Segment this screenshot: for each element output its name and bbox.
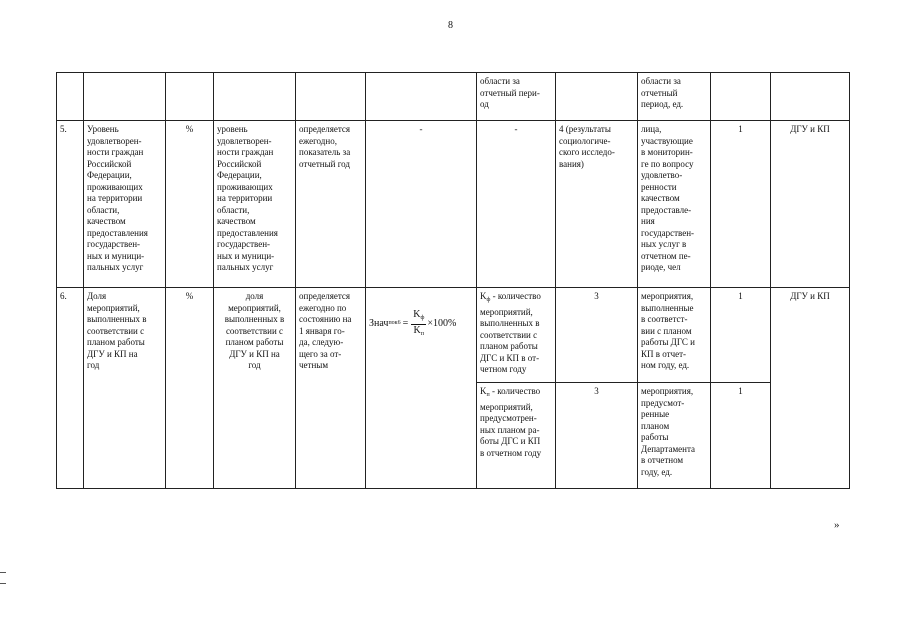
row6-definition: доля мероприятий, выполненных в соответствии с планом работы ДГУ и КП на год xyxy=(214,288,296,489)
row6b-source: 3 xyxy=(556,383,638,489)
formula-denominator xyxy=(412,325,426,340)
table-row-5 xyxy=(57,121,850,288)
row6b-indicator-text: - количество мероприятий, предусмотрен- ных планом ра- боты ДГС и КП в отчетном году xyxy=(480,386,542,458)
row6-formula xyxy=(366,288,477,489)
row6a-method-number: 1 xyxy=(711,288,771,383)
formula-lhs: Знач xyxy=(369,318,389,330)
cell-empty xyxy=(366,73,477,121)
formula-fraction xyxy=(411,309,426,340)
row6-method: определяется ежегодно по состоянию на 1 января го- да, следую- щего за от- четным xyxy=(296,288,366,489)
cell-empty xyxy=(84,73,166,121)
row5-observation-object: лица, участвующие в мониторин- ге по вопросу удовлетво- ренности качеством предоставле- ния государствен- ных услуг в отчетном пе- риоде, чел xyxy=(638,121,711,288)
row5-number: 5. xyxy=(57,121,84,288)
cell-empty xyxy=(166,73,214,121)
cell-continuation-object: области за отчетный период, ед. xyxy=(638,73,711,121)
margin-tick xyxy=(0,572,6,573)
continued-mark: » xyxy=(834,519,840,531)
row5-responsible: ДГУ и КП xyxy=(771,121,850,288)
formula-den-sub: п xyxy=(420,330,424,337)
indicators-table xyxy=(56,72,850,489)
cell-empty xyxy=(214,73,296,121)
table-row-continuation xyxy=(57,73,850,121)
formula-numerator xyxy=(411,309,426,325)
row5-basic-indicators: - xyxy=(477,121,556,288)
row5-unit: % xyxy=(166,121,214,288)
row6-indicator-name: Доля мероприятий, выполненных в соответствии с планом работы ДГУ и КП на год xyxy=(84,288,166,489)
cell-empty xyxy=(556,73,638,121)
row6b-basic-indicator xyxy=(477,383,556,489)
row6a-indicator-sym: K xyxy=(480,291,487,301)
cell-empty xyxy=(711,73,771,121)
formula xyxy=(369,309,473,340)
row6b-observation-object: мероприятия, предусмот- ренные планом работы Департамента в отчетном году, ед. xyxy=(638,383,711,489)
formula-num-sub: ф xyxy=(420,314,425,321)
cell-empty xyxy=(771,73,850,121)
row6a-source: 3 xyxy=(556,288,638,383)
cell-continuation-indicator: области за отчетный пери- од xyxy=(477,73,556,121)
row6a-indicator-sub: ф xyxy=(486,297,491,303)
cell-empty xyxy=(57,73,84,121)
row5-formula: - xyxy=(366,121,477,288)
formula-num-sym: K xyxy=(413,308,421,320)
row6b-indicator-sub: п xyxy=(486,392,490,398)
row5-method-number: 1 xyxy=(711,121,771,288)
row5-method: определяется ежегодно, показатель за отчетный год xyxy=(296,121,366,288)
row6a-observation-object: мероприятия, выполненные в соответст- вии с планом работы ДГС и КП в отчет- ном году, ед. xyxy=(638,288,711,383)
row6b-indicator-sym: K xyxy=(480,386,487,396)
cell-empty xyxy=(296,73,366,121)
row6-responsible: ДГУ и КП xyxy=(771,288,850,489)
formula-tail: ×100% xyxy=(427,318,457,330)
table-row-6 xyxy=(57,288,850,383)
formula-lhs-sub: пок6 xyxy=(388,320,401,327)
row5-indicator-name: Уровень удовлетворен- ности граждан Российской Федерации, проживающих на территории области, качеством предоставления государствен- ных и муници- пальных услуг xyxy=(84,121,166,288)
margin-tick xyxy=(0,583,6,584)
row6a-basic-indicator xyxy=(477,288,556,383)
row5-definition: уровень удовлетворен- ности граждан Российской Федерации, проживающих на территории области, качеством предоставления государствен- ных и муници- пальных услуг xyxy=(214,121,296,288)
row6b-method-number: 1 xyxy=(711,383,771,489)
row6a-indicator-text: - количество мероприятий, выполненных в соответствии с планом работы ДГС и КП в от- четном году xyxy=(480,291,541,374)
row6-unit: % xyxy=(166,288,214,489)
page-number: 8 xyxy=(448,20,453,31)
row5-source: 4 (результаты социологиче- ского исследо- вания) xyxy=(556,121,638,288)
formula-den-sym: K xyxy=(413,324,421,336)
formula-eq: = xyxy=(402,318,409,330)
row6-number: 6. xyxy=(57,288,84,489)
